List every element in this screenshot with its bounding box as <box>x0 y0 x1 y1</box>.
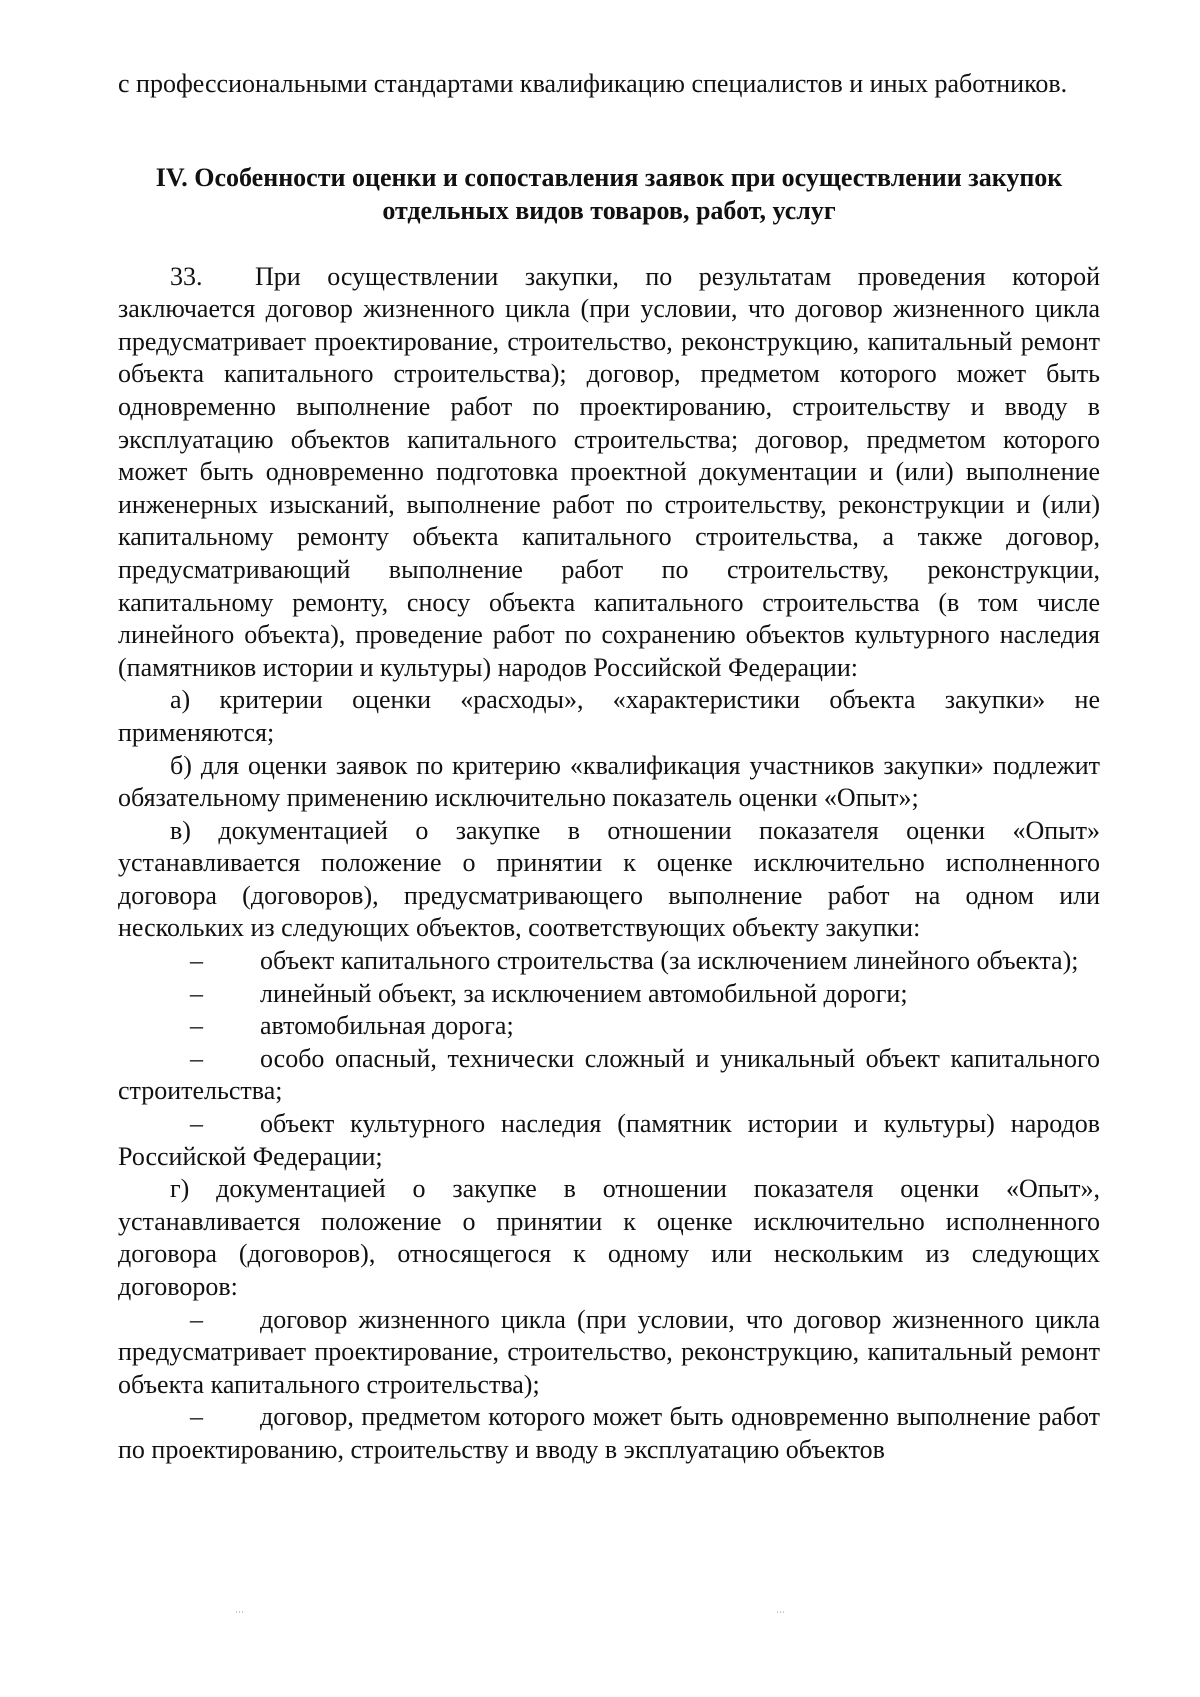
section-heading: IV. Особенности оценки и сопоставления заявок при осуществлении закупок отдельных видов товаров, работ, услуг <box>155 162 1063 225</box>
dash-marker: – <box>190 1109 203 1139</box>
list-item <box>118 978 1100 1011</box>
list-item-text: объект культурного наследия (памятник истории и культуры) народов Российской Федерации; <box>118 1109 1100 1171</box>
clause-text: При осуществлении закупки, по результатам проведения которой заключается договор жизненного цикла (при условии, что договор жизненного цикла предусматривает проектирование, строительство, реконструкцию, капитальный ремонт объекта капитального строительства); договор, предметом которого может быть одновременно выполнение работ по проектированию, строительству и вводу в эксплуатацию объектов капитального строительства; договор, предметом которого может быть одновременно подготовка проектной документации и (или) выполнение инженерных изысканий, выполнение работ по строительству, реконструкции и (или) капитальному ремонту объекта капитального строительства, а также договор, предусматривающий выполнение работ по строительству, реконструкции, капитальному ремонту, сносу объекта капитального строительства (в том числе линейного объекта), проведение работ по сохранению объектов культурного наследия (памятников истории и культуры) народов Российской Федерации: <box>118 261 1100 682</box>
dash-marker: – <box>190 978 203 1008</box>
list-item-text: объект капитального строительства (за исключением линейного объекта); <box>260 946 1079 976</box>
list-item <box>118 1108 1100 1173</box>
list-item-text: линейный объект, за исключением автомобильной дороги; <box>260 978 908 1008</box>
subclause-g: г) документацией о закупке в отношении показателя оценки «Опыт», устанавливается положение о принятии к оценке исключительно исполненного договора (договоров), относящегося к одному или нескольким из следующих договоров: <box>118 1174 1100 1301</box>
dash-marker: – <box>190 1043 203 1073</box>
list-item <box>118 1043 1100 1108</box>
list-item-text: автомобильная дорога; <box>260 1011 514 1041</box>
list-item <box>118 1304 1100 1402</box>
scan-artifact: ⋯ <box>235 1608 244 1618</box>
subclause-b: б) для оценки заявок по критерию «квалификация участников закупки» подлежит обязательному применению исключительно показатель оценки «Опыт»; <box>118 750 1100 813</box>
list-item-text: договор жизненного цикла (при условии, что договор жизненного цикла предусматривает проектирование, строительство, реконструкцию, капитальный ремонт объекта капитального строительства); <box>118 1304 1100 1399</box>
clause-33 <box>118 261 1100 685</box>
list-item-text: особо опасный, технически сложный и уникальный объект капитального строительства; <box>118 1043 1100 1106</box>
list-item <box>118 1401 1100 1466</box>
subclause-v: в) документацией о закупке в отношении показателя оценки «Опыт» устанавливается положение о принятии к оценке исключительно исполненного договора (договоров), предусматривающего выполнение работ на одном или нескольких из следующих объектов, соответствующих объекту закупки: <box>118 815 1100 943</box>
document-page <box>118 68 1100 1467</box>
clause-number: 33. <box>170 261 203 291</box>
dash-marker: – <box>190 1304 203 1334</box>
dash-marker: – <box>190 1402 203 1432</box>
subclause-a: а) критерии оценки «расходы», «характеристики объекта закупки» не применяются; <box>118 685 1100 747</box>
list-item-text: договор, предметом которого может быть одновременно выполнение работ по проектированию, строительству и вводу в эксплуатацию объектов <box>118 1402 1100 1464</box>
list-item <box>118 1010 1100 1043</box>
scan-artifact: ⋯ <box>776 1608 785 1618</box>
dash-marker: – <box>190 1011 203 1041</box>
dash-marker: – <box>190 946 203 976</box>
list-item <box>118 945 1100 978</box>
intro-paragraph: с профессиональными стандартами квалификацию специалистов и иных работников. <box>118 69 1068 98</box>
